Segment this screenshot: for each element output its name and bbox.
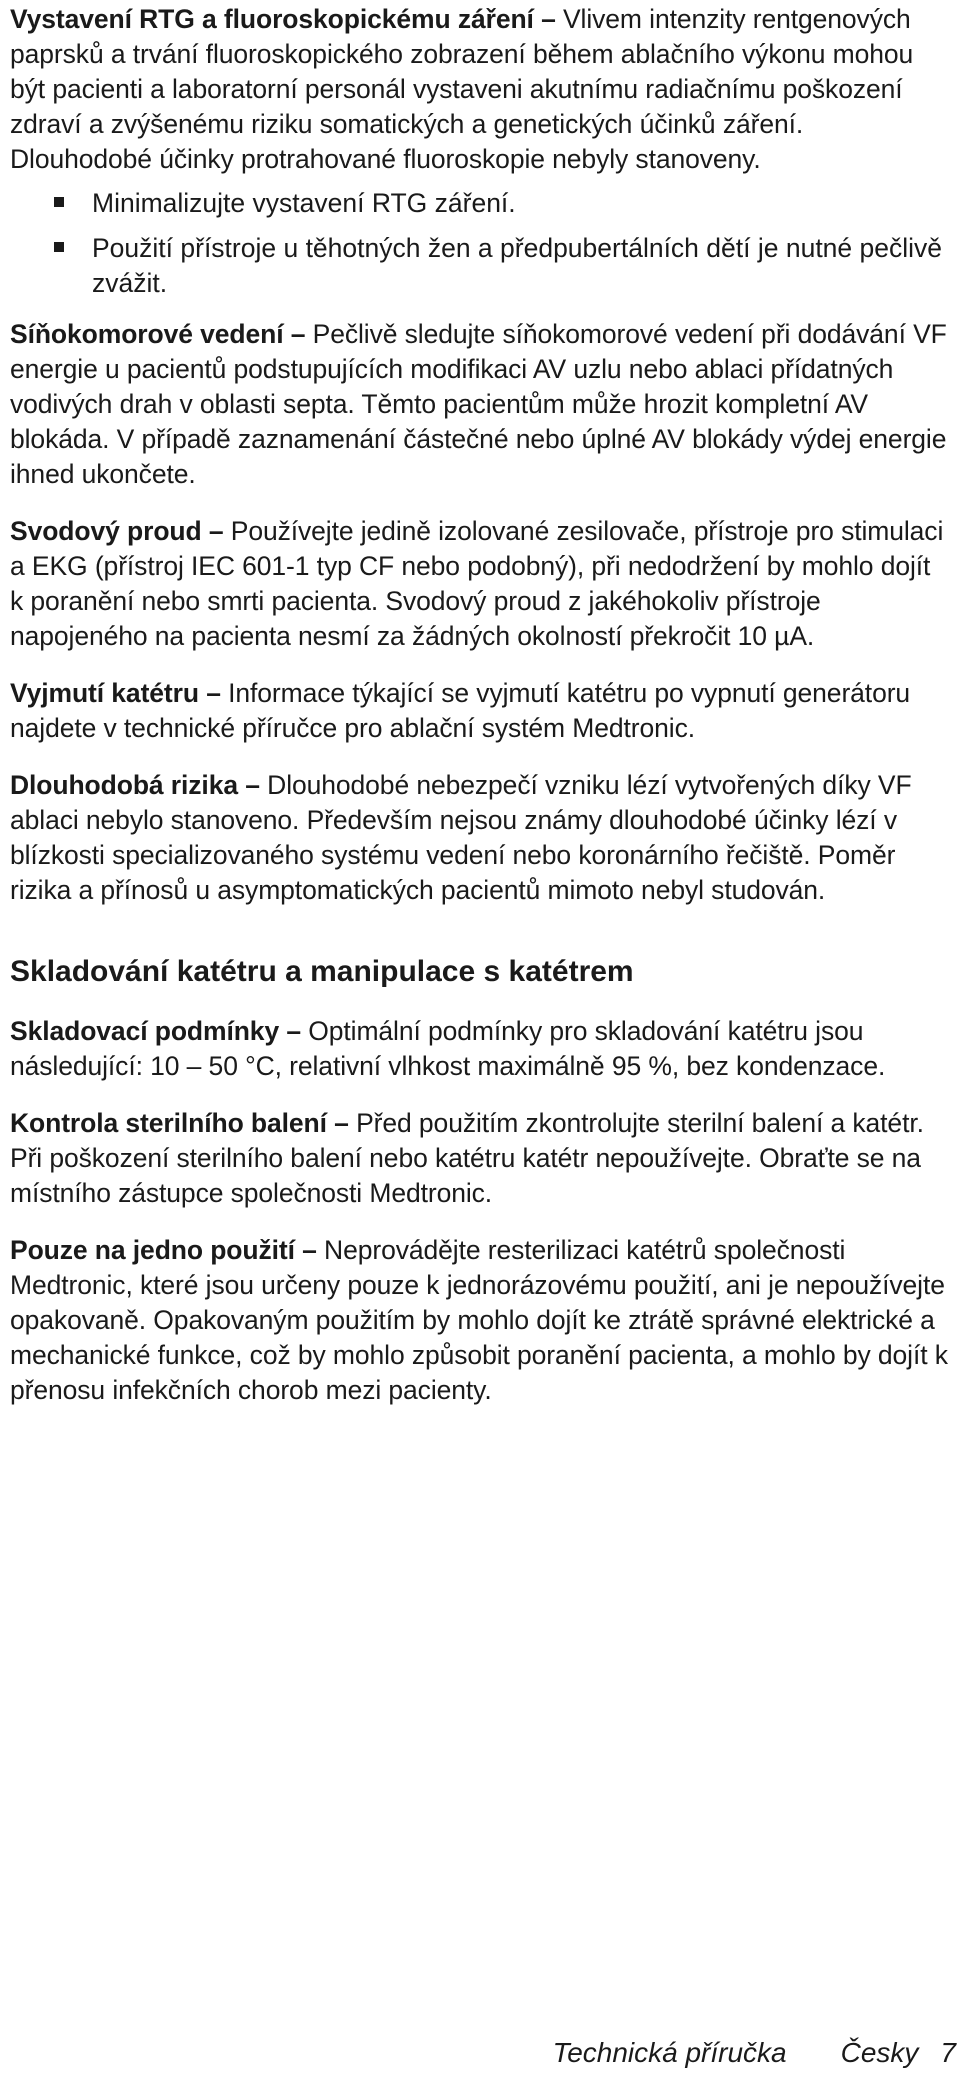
paragraph-text: Pečlivě sledujte síňokomorové vedení při dodávání VF energie u pacientů podstupujících modifikaci AV uzlu nebo ablaci přídatných vodivých drah v oblasti septa. Těmto pacientům může hrozit kompletní AV blokáda. V případě zaznamenání částečné nebo úplné AV blokády výdej energie ihned ukončete.: [10, 319, 947, 489]
page-number: 7: [940, 2037, 956, 2068]
paragraph-text: Optimální podmínky pro skladování katétru jsou následující: 10 – 50 °C, relativní vlhkost maximálně 95 %, bez kondenzace.: [10, 1016, 886, 1081]
paragraph-single-use: [10, 1233, 950, 1408]
paragraph-text: Neprovádějte resterilizaci katétrů společnosti Medtronic, které jsou určeny pouze k jednorázovému použití, ani je nepoužívejte opakovaně. Opakovaným použitím by mohlo dojít ke ztrátě správné elektrické a mechanické funkce, což by mohlo způsobit poranění pacienta, a mohlo by dojít k přenosu infekčních chorob mezi pacienty.: [10, 1235, 948, 1405]
list-item: [10, 186, 950, 221]
paragraph-text: Informace týkající se vyjmutí katétru po vypnutí generátoru najdete v technické příručce pro ablační systém Medtronic.: [10, 678, 911, 743]
run-in-heading: Vyjmutí katétru –: [10, 678, 221, 708]
square-bullet-icon: [54, 197, 64, 207]
paragraph-text: Dlouhodobé nebezpečí vzniku lézí vytvořených díky VF ablaci nebylo stanoveno. Především nejsou známy dlouhodobé účinky lézí v blízkosti specializovaného systému vedení nebo koronárního řečiště. Poměr rizika a přínosů u asymptomatických pacientů mimoto nebyl studován.: [10, 770, 912, 905]
list-item-text: Použití přístroje u těhotných žen a předpubertálních dětí je nutné pečlivě zvážit.: [92, 233, 943, 298]
paragraph-text: Před použitím zkontrolujte sterilní balení a katétr. Při poškození sterilního balení nebo katétru katétr nepoužívejte. Obraťte se na místního zástupce společnosti Medtronic.: [10, 1108, 924, 1208]
paragraph-av-conduction: [10, 317, 950, 492]
footer-document-title: Technická příručka: [552, 2037, 787, 2068]
paragraph-radiation-exposure: [10, 0, 950, 177]
paragraph-leakage-current: [10, 514, 950, 654]
paragraph-sterile-package-check: [10, 1106, 950, 1211]
list-item-text: Minimalizujte vystavení RTG záření.: [92, 188, 516, 218]
run-in-heading: Dlouhodobá rizika –: [10, 770, 260, 800]
list-item: [10, 231, 950, 301]
paragraph-text: Používejte jedině izolované zesilovače, přístroje pro stimulaci a EKG (přístroj IEC 601-1 typ CF nebo podobný), při nedodržení by mohlo dojít k poranění nebo smrti pacienta. Svodový proud z jakéhokoliv přístroje napojeného na pacienta nesmí za žádných okolností překročit 10 µA.: [10, 516, 944, 651]
run-in-heading: Kontrola sterilního balení –: [10, 1108, 349, 1138]
section-heading: Skladování katétru a manipulace s katétrem: [10, 955, 634, 988]
paragraph-text: Vlivem intenzity rentgenových paprsků a trvání fluoroskopického zobrazení během ablačního výkonu mohou být pacienti a laboratorní personál vystaveni akutnímu radiačnímu poškození zdraví a zvýšenému riziku somatických a genetických účinků záření. Dlouhodobé účinky protrahované fluoroskopie nebyly stanoveny.: [10, 4, 914, 174]
run-in-heading: Pouze na jedno použití –: [10, 1235, 317, 1265]
paragraph-storage-conditions: [10, 1014, 950, 1084]
run-in-heading: Svodový proud –: [10, 516, 224, 546]
square-bullet-icon: [54, 242, 64, 252]
document-body: [10, 0, 950, 1408]
run-in-heading: Síňokomorové vedení –: [10, 319, 306, 349]
page-footer: [553, 2036, 956, 2070]
radiation-bullet-list: [10, 186, 950, 301]
run-in-heading: Skladovací podmínky –: [10, 1016, 301, 1046]
run-in-heading: Vystavení RTG a fluoroskopickému záření –: [10, 4, 556, 34]
footer-language: Česky: [840, 2037, 919, 2068]
paragraph-long-term-risks: [10, 768, 950, 908]
paragraph-catheter-removal: [10, 676, 950, 746]
